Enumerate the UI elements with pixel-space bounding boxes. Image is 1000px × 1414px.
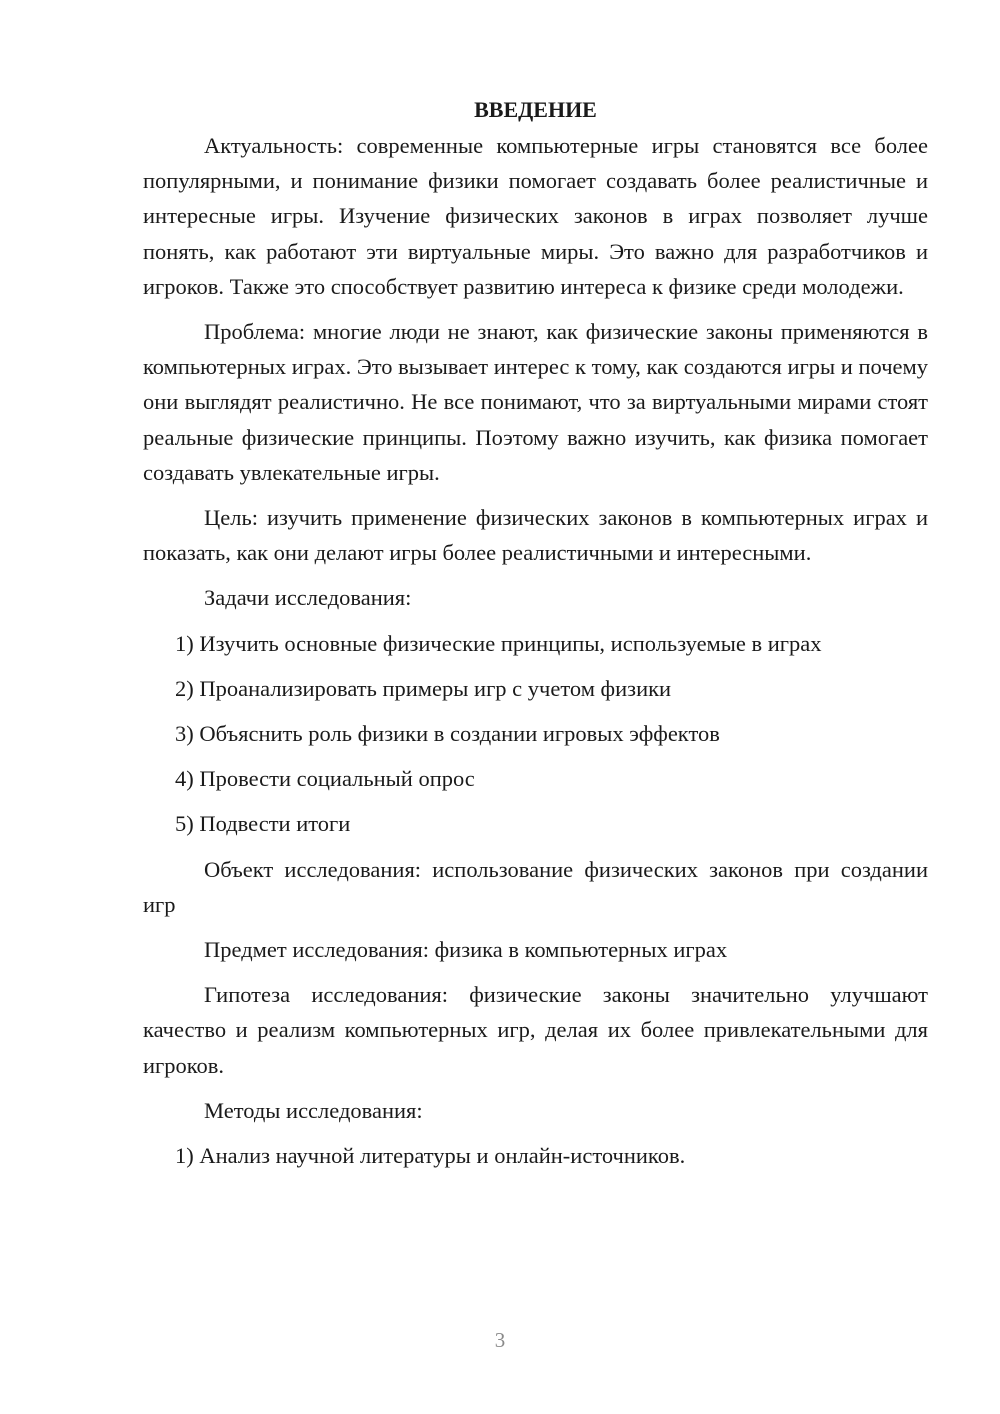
subject-paragraph: Предмет исследования: физика в компьютерных играх <box>204 937 728 963</box>
object-paragraph: Объект исследования: использование физических законов при создании игр <box>143 856 928 917</box>
tasks-label: Задачи исследования: <box>204 585 412 611</box>
task-item-4: 4) Провести социальный опрос <box>175 766 475 792</box>
problem-paragraph: Проблема: многие люди не знают, как физические законы применяются в компьютерных играх. Это вызывает интерес к тому, как создаются игры и почему они выглядят реалистично. Не все понимают, что за виртуальными мирами стоят реальные физические принципы. Поэтому важно изучить, как физика помогает создавать увлекательные игры. <box>143 319 928 485</box>
methods-label: Методы исследования: <box>204 1097 423 1123</box>
task-item-1: 1) Изучить основные физические принципы, используемые в играх <box>175 630 822 656</box>
page-title: ВВЕДЕНИЕ <box>474 97 597 122</box>
task-item-5: 5) Подвести итоги <box>175 811 351 837</box>
task-item-3: 3) Объяснить роль физики в создании игровых эффектов <box>175 721 720 747</box>
method-item-1: 1) Анализ научной литературы и онлайн-источников. <box>175 1143 686 1169</box>
page-number: 3 <box>494 1328 506 1352</box>
goal-paragraph: Цель: изучить применение физических законов в компьютерных играх и показать, как они делают игры более реалистичными и интересными. <box>143 505 928 566</box>
document-page <box>143 92 928 1183</box>
relevance-paragraph: Актуальность: современные компьютерные игры становятся все более популярными, и понимание физики помогает создавать более реалистичные и интересные игры. Изучение физических законов в играх позволяет лучше понять, как работают эти виртуальные миры. Это важно для разработчиков и игроков. Также это способствует развитию интереса к физике среди молодежи. <box>143 133 928 299</box>
task-item-2: 2) Проанализировать примеры игр с учетом физики <box>175 675 672 701</box>
hypothesis-paragraph: Гипотеза исследования: физические законы значительно улучшают качество и реализм компьютерных игр, делая их более привлекательными для игроков. <box>143 982 928 1078</box>
